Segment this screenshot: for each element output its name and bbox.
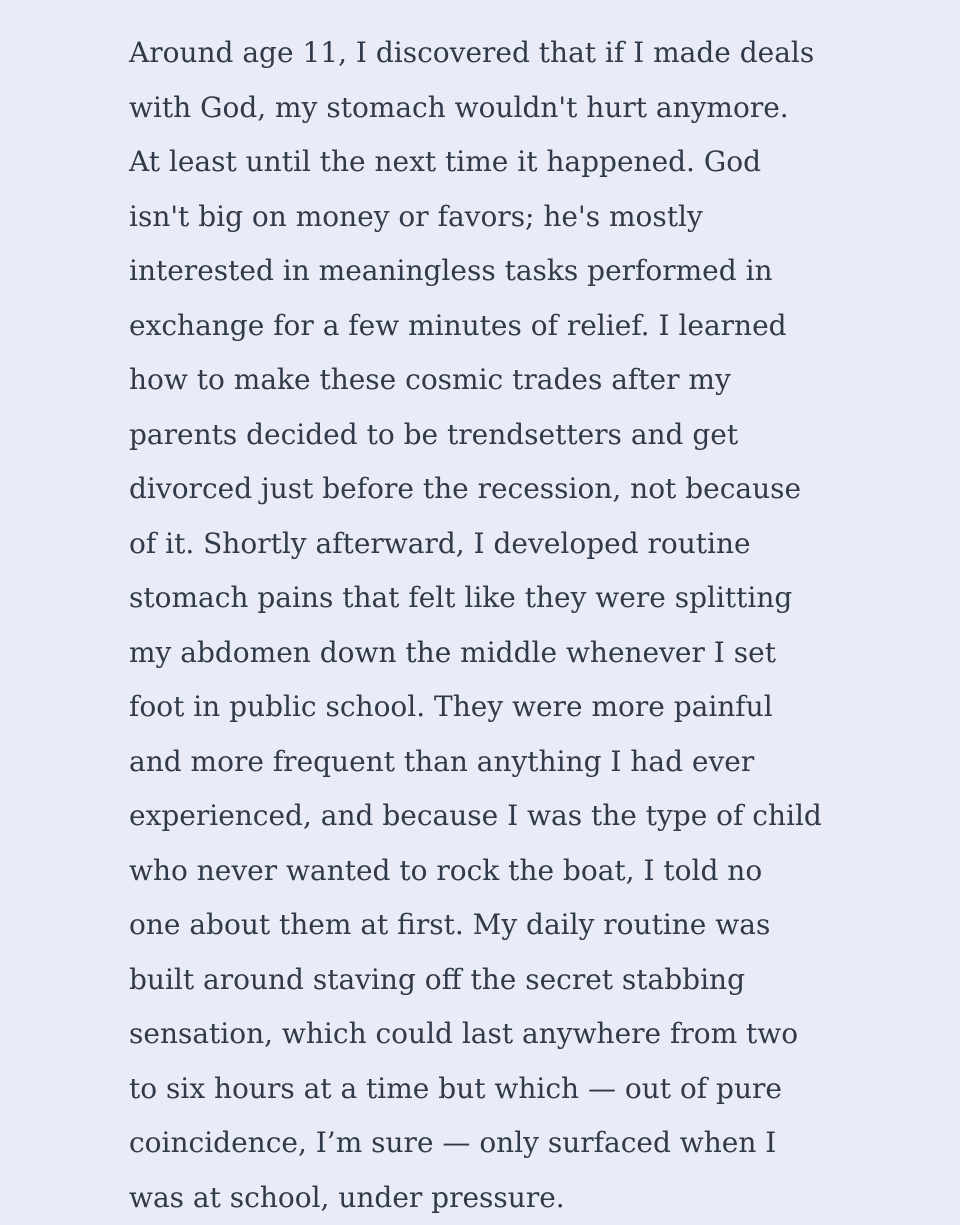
text-line-13: foot in public school. They were more painful: [129, 680, 889, 735]
text-line-16: who never wanted to rock the boat, I told no: [129, 844, 889, 899]
text-line-5: interested in meaningless tasks performed in: [129, 244, 889, 299]
text-line-2: with God, my stomach wouldn't hurt anymore.: [129, 81, 889, 136]
text-line-11: stomach pains that felt like they were splitting: [129, 571, 889, 626]
text-line-4: isn't big on money or favors; he's mostly: [129, 190, 889, 245]
text-line-19: sensation, which could last anywhere from two: [129, 1007, 889, 1062]
text-line-6: exchange for a few minutes of relief. I learned: [129, 299, 889, 354]
text-line-8: parents decided to be trendsetters and get: [129, 408, 889, 463]
text-line-3: At least until the next time it happened. God: [129, 135, 889, 190]
text-line-17: one about them at first. My daily routine was: [129, 898, 889, 953]
text-line-14: and more frequent than anything I had ever: [129, 735, 889, 790]
text-line-18: built around staving off the secret stabbing: [129, 953, 889, 1008]
text-line-1: Around age 11, I discovered that if I made deals: [129, 26, 889, 81]
text-line-15: experienced, and because I was the type of child: [129, 789, 889, 844]
text-line-7: how to make these cosmic trades after my: [129, 353, 889, 408]
text-line-9: divorced just before the recession, not because: [129, 462, 889, 517]
text-line-10: of it. Shortly afterward, I developed routine: [129, 517, 889, 572]
text-line-20: to six hours at a time but which — out of pure: [129, 1062, 889, 1117]
essay-paragraph: [129, 26, 889, 1225]
text-line-21: coincidence, I’m sure — only surfaced when I: [129, 1116, 889, 1171]
text-line-22: was at school, under pressure.: [129, 1171, 889, 1225]
text-line-12: my abdomen down the middle whenever I set: [129, 626, 889, 681]
